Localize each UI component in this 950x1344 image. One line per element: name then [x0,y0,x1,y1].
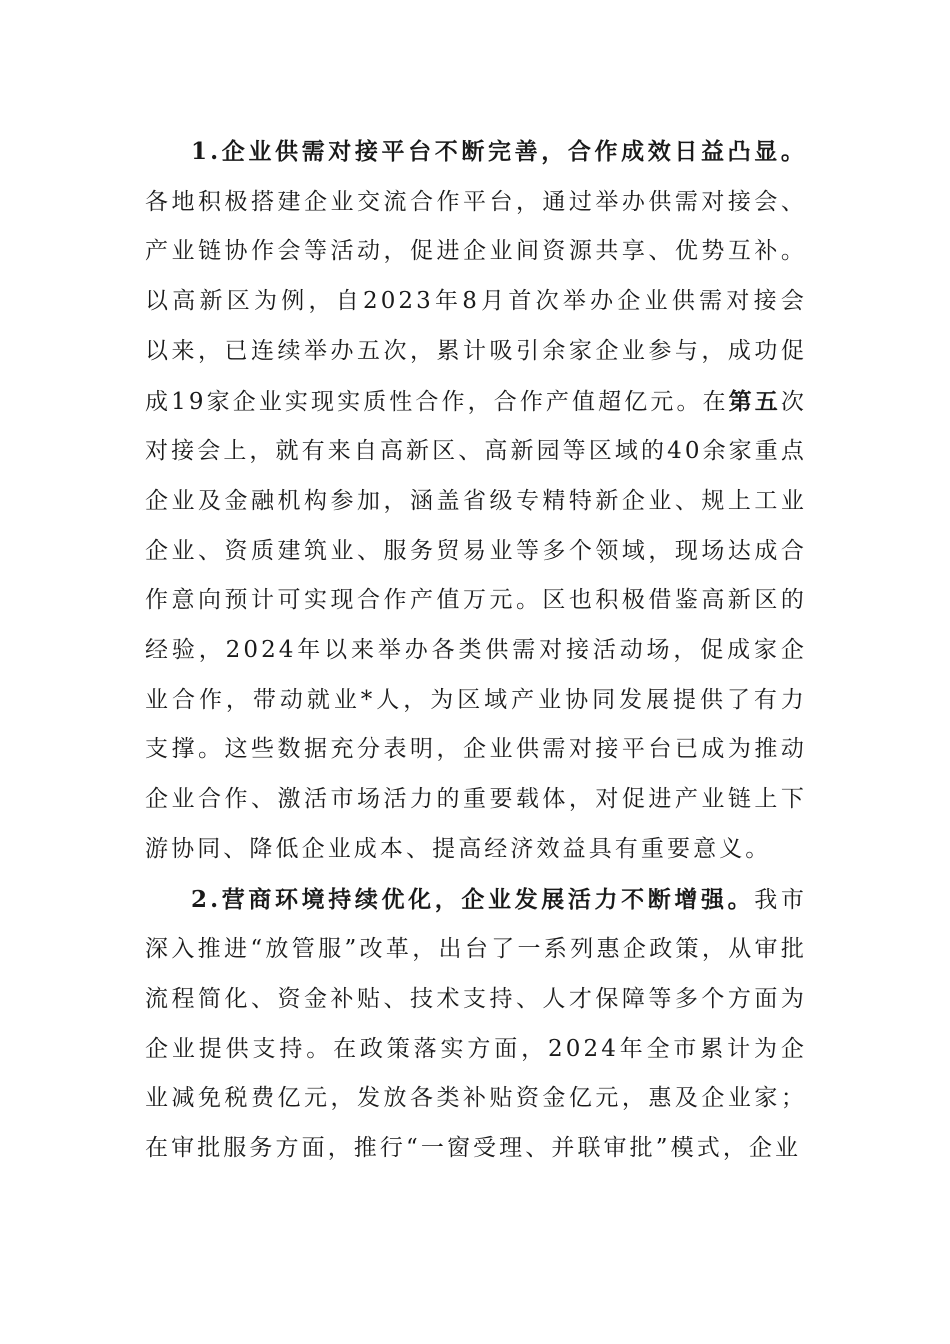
emphasis-text: 第五 [728,387,781,415]
paragraph-heading: 2.营商环境持续优化，企业发展活力不断增强。 [191,885,755,913]
paragraph-business-environment [145,875,807,1174]
paragraph-text: 各地积极搭建企业交流合作平台，通过举办供需对接会、产业链协作会等活动，促进企业间资源共享、优势互补。以高新区为例，自2023年8月首次举办企业供需对接会以来，已连续举办五次，累计吸引余家企业参与，成功促成19家企业实现实质性合作，合作产值超亿元。在 [145,188,807,415]
paragraph-platform-cooperation [145,127,807,875]
paragraph-text: 次对接会上，就有来自高新区、高新园等区域的40余家重点企业及金融机构参加，涵盖省级专精特新企业、规上工业企业、资质建筑业、服务贸易业等多个领域，现场达成合作意向预计可实现合作产值万元。区也积极借鉴高新区的经验，2024年以来举办各类供需对接活动场，促成家企业合作，带动就业*人，为区域产业协同发展提供了有力支撑。这些数据充分表明，企业供需对接平台已成为推动企业合作、激活市场活力的重要载体，对促进产业链上下游协同、降低企业成本、提高经济效益具有重要意义。 [145,388,807,862]
paragraph-text: 我市深入推进“放管服”改革，出台了一系列惠企政策，从审批流程简化、资金补贴、技术支持、人才保障等多个方面为企业提供支持。在政策落实方面，2024年全市累计为企业减免税费亿元，发放各类补贴资金亿元，惠及企业家；在审批服务方面，推行“一窗受理、并联审批”模式，企业 [145,886,807,1162]
document-body [145,127,807,1174]
paragraph-heading: 1.企业供需对接平台不断完善，合作成效日益凸显。 [191,138,807,165]
